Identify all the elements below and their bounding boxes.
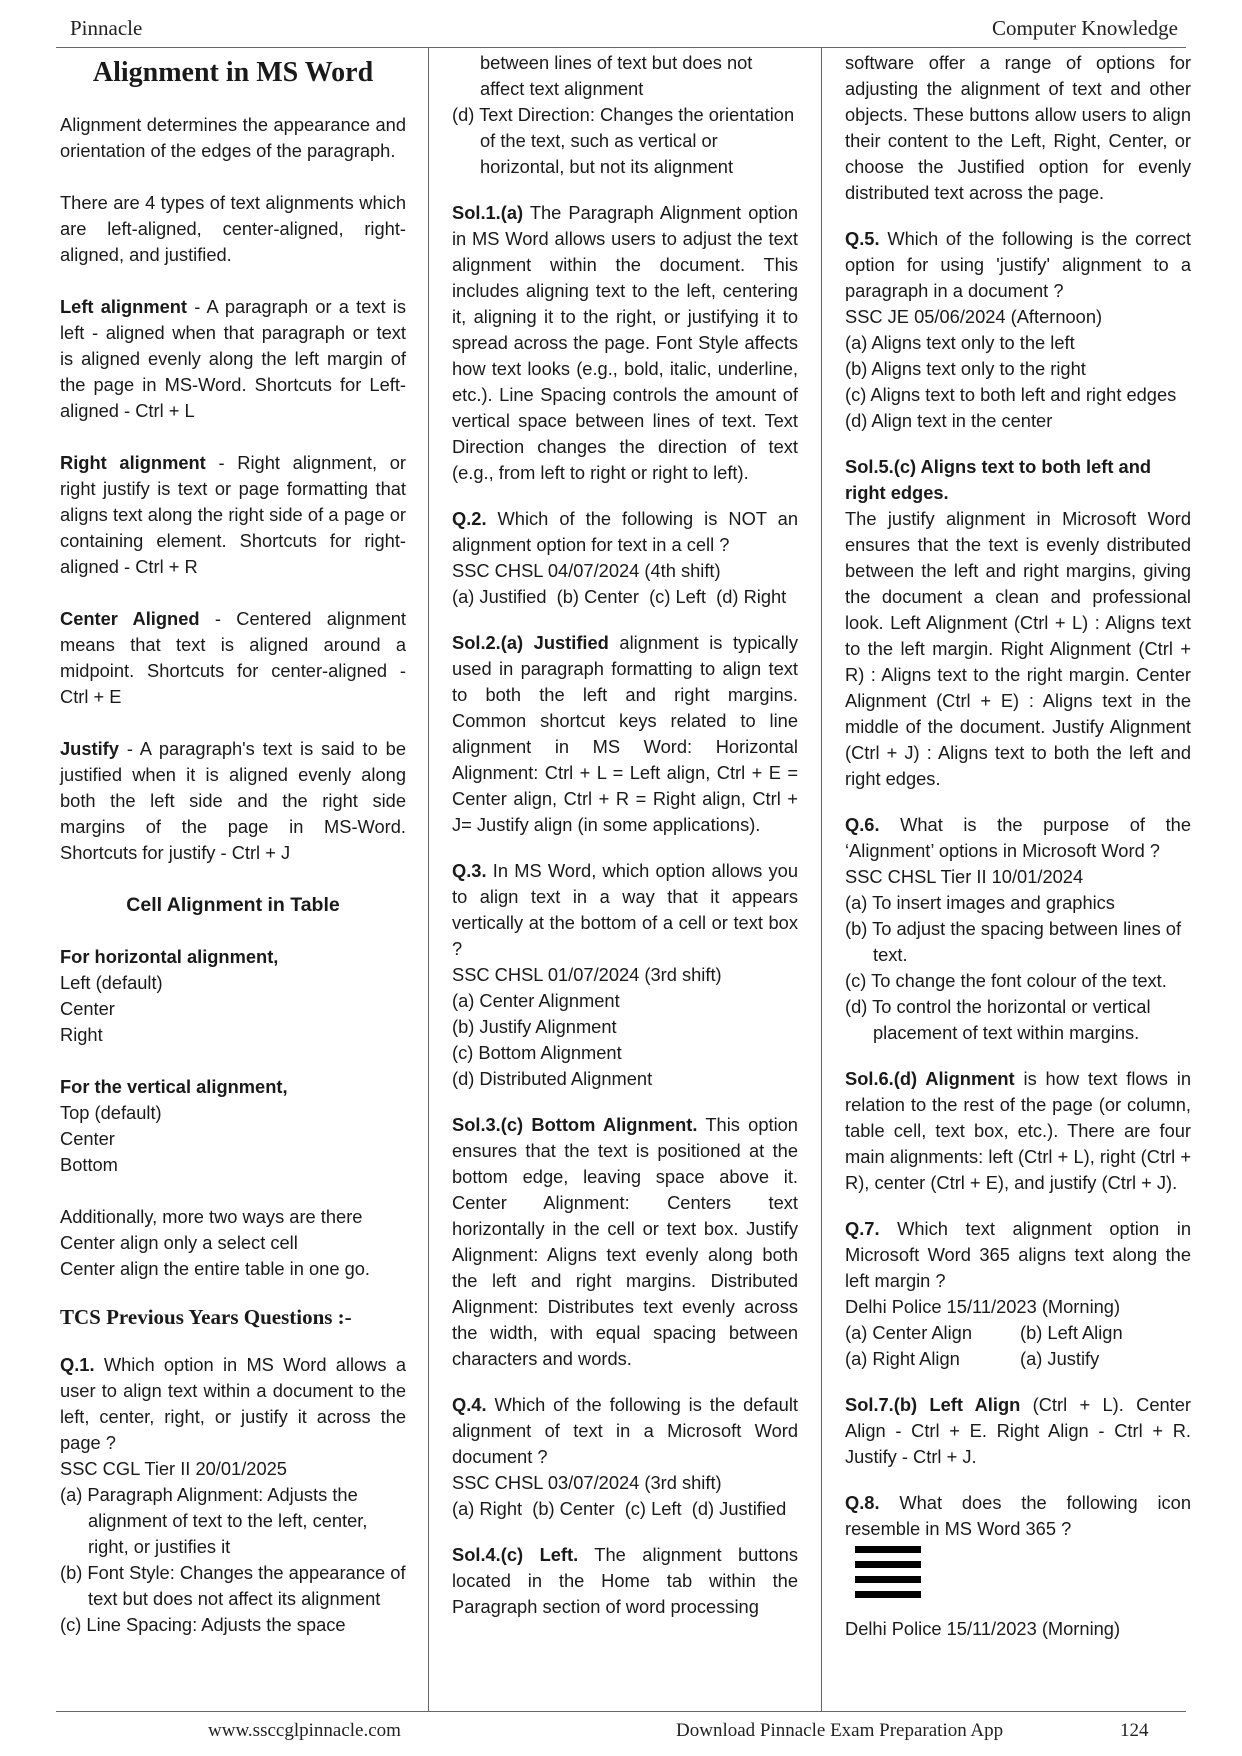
header-rule (56, 47, 1186, 48)
extra-line: Center align the entire table in one go. (60, 1258, 370, 1279)
vertical-heading: For the vertical alignment, (60, 1076, 288, 1097)
option-item: (a) Right Align (845, 1348, 960, 1369)
intro-paragraph: Alignment determines the appearance and orientation of the edges of the paragraph. (60, 114, 406, 161)
option-item: (a) Justify (1020, 1348, 1100, 1369)
horizontal-heading: For horizontal alignment, (60, 946, 279, 967)
option-item: (c) To change the font colour of the text. (845, 970, 1167, 991)
column-divider (428, 47, 429, 1711)
solution-3: Sol.3.(c) Bottom Alignment. This option ensures that the text is positioned at the bottom edge, leaving space above it. Center Alignment: Centers text horizontally in the cell or text box. Justify Alignment: Aligns text evenly along both the left and right margins. Distributed Alignment: Distributes text evenly across the width, with equal spacing between characters and words. (452, 1114, 798, 1369)
list-item: Top (default) (60, 1102, 162, 1123)
solution-6: Sol.6.(d) Alignment is how text flows in relation to the rest of the page (or column, table cell, text box, etc.). There are four main alignments: left (Ctrl + L), right (Ctrl + R), center (Ctrl + E), and justify (Ctrl + J). (845, 1068, 1191, 1193)
question-7: Q.7. Which text alignment option in Microsoft Word 365 aligns text along the left margin ? (845, 1218, 1191, 1291)
option-item: (b) Aligns text only to the right (845, 358, 1086, 379)
list-item: Center (60, 998, 115, 1019)
list-item: Left (default) (60, 972, 163, 993)
option-item: (a) Center Alignment (452, 990, 620, 1011)
option-item: (d) Align text in the center (845, 410, 1053, 431)
footer-rule (56, 1711, 1186, 1712)
solution-7: Sol.7.(b) Left Align (Ctrl + L). Center Align - Ctrl + E. Right Align - Ctrl + R. Justify - Ctrl + J. (845, 1394, 1192, 1467)
extra-line: Center align only a select cell (60, 1232, 298, 1253)
question-source: Delhi Police 15/11/2023 (Morning) (845, 1296, 1121, 1317)
footer-website-link[interactable]: www.ssccglpinnacle.com (208, 1720, 401, 1741)
option-continued: between lines of text but does not affect text alignment (480, 52, 753, 99)
column-3 (845, 50, 1191, 1642)
header-brand: Pinnacle (70, 16, 143, 40)
left-alignment-paragraph: Left alignment - A paragraph or a text is left - aligned when that paragraph or text is aligned evenly along the left margin of the page in MS-Word. Shortcuts for Left-aligned - Ctrl + L (60, 296, 406, 421)
center-alignment-paragraph: Center Aligned - Centered alignment means that text is aligned around a midpoint. Shortcuts for center-aligned - Ctrl + E (60, 608, 407, 707)
option-item: (c) Bottom Alignment (452, 1042, 622, 1063)
column-divider (821, 47, 822, 1711)
list-item: Bottom (60, 1154, 118, 1175)
option-item: (c) Aligns text to both left and right edges (845, 384, 1177, 405)
header-subject: Computer Knowledge (991, 16, 1178, 40)
option-item: (d) To control the horizontal or vertical placement of text within margins. (845, 996, 1151, 1043)
solution-4-continued: software offer a range of options for adjusting the alignment of text and other objects. These buttons allow users to align their content to the Left, Right, Center, or choose the Justified option for evenly distributed text across the page. (845, 52, 1191, 203)
solution-5: The justify alignment in Microsoft Word ensures that the text is evenly distributed between the left and right margins, giving the document a clean and professional look. Left Alignment (Ctrl + L) : Aligns text to the left margin. Right Alignment (Ctrl + R) : Aligns text to the right margin. Center Alignment (Ctrl + E) : Aligns text in the middle of the document. Justify Alignment (Ctrl + J) : Aligns text to both the left and right edges. (845, 508, 1191, 789)
question-8: Q.8. What does the following icon resemble in MS Word 365 ? (845, 1492, 1191, 1539)
option-item: (a) Aligns text only to the left (845, 332, 1075, 353)
solution-5-heading: Sol.5.(c) Aligns text to both left and right edges. (845, 456, 1152, 503)
option-item: (b) To adjust the spacing between lines of text. (845, 918, 1182, 965)
options-line: (a) Justified (b) Center (c) Left (d) Right (452, 586, 787, 607)
solution-1: Sol.1.(a) The Paragraph Alignment option in MS Word allows users to adjust the text alignment within the document. This includes aligning text to the left, centering it, aligning it to the right, or justifying it to spread across the page. Font Style affects how text looks (e.g., bold, italic, underline, etc.). Line Spacing controls the amount of vertical space between lines of text. Text Direction changes the direction of text (e.g., from left to right or right to left). (452, 202, 798, 483)
justify-paragraph: Justify - A paragraph's text is said to be justified when it is aligned evenly along both the left side and the right side margins of the page in MS-Word. Shortcuts for justify - Ctrl + J (60, 738, 406, 863)
solution-2: Sol.2.(a) Justified alignment is typically used in paragraph formatting to align text to both the left and right margins. Common shortcut keys related to line alignment in MS Word: Horizontal Alignment: Ctrl + L = Left align, Ctrl + E = Center align, Ctrl + R = Right align, Ctrl + J= Justify align (in some applications). (452, 632, 798, 835)
footer-app-promo: Download Pinnacle Exam Preparation App (676, 1720, 1004, 1741)
question-source: SSC JE 05/06/2024 (Afternoon) (845, 306, 1103, 327)
justify-align-icon (855, 1546, 1191, 1610)
option-item: (a) To insert images and graphics (845, 892, 1115, 913)
column-1 (60, 50, 406, 1638)
option-item: (d) Text Direction: Changes the orientation of the text, such as vertical or horizontal, but not its alignment (452, 104, 795, 177)
question-4: Q.4. Which of the following is the default alignment of text in a Microsoft Word document ? (452, 1394, 798, 1467)
list-item: Center (60, 1128, 115, 1149)
options-line: (a) Right (b) Center (c) Left (d) Justified (452, 1498, 787, 1519)
question-source: SSC CHSL 03/07/2024 (3rd shift) (452, 1472, 722, 1493)
option-item: (b) Justify Alignment (452, 1016, 617, 1037)
option-item: (b) Font Style: Changes the appearance of text but does not affect its alignment (60, 1562, 406, 1609)
question-source: SSC CGL Tier II 20/01/2025 (60, 1458, 287, 1479)
option-item: (c) Line Spacing: Adjusts the space (60, 1614, 346, 1635)
solution-4: Sol.4.(c) Left. The alignment buttons located in the Home tab within the Paragraph section of word processing (452, 1544, 798, 1617)
page-number: 124 (1120, 1720, 1149, 1741)
question-1: Q.1. Which option in MS Word allows a user to align text within a document to the left, center, right, or justify it across the page ? (60, 1354, 406, 1453)
extra-line: Additionally, more two ways are there (60, 1206, 363, 1227)
question-2: Q.2. Which of the following is NOT an alignment option for text in a cell ? (452, 508, 798, 555)
question-source: SSC CHSL 04/07/2024 (4th shift) (452, 560, 721, 581)
question-3: Q.3. In MS Word, which option allows you to align text in a way that it appears vertically at the bottom of a cell or text box ? (452, 860, 798, 959)
column-2 (452, 50, 798, 1620)
question-6: Q.6. What is the purpose of the ‘Alignment’ options in Microsoft Word ? (845, 814, 1191, 861)
types-paragraph: There are 4 types of text alignments which are left-aligned, center-aligned, right-aligned, and justified. (60, 192, 406, 265)
option-item: (d) Distributed Alignment (452, 1068, 653, 1089)
options-row (845, 1346, 1191, 1372)
question-5: Q.5. Which of the following is the correct option for using 'justify' alignment to a paragraph in a document ? (845, 228, 1191, 301)
list-item: Right (60, 1024, 103, 1045)
question-source: Delhi Police 15/11/2023 (Morning) (845, 1618, 1121, 1639)
option-item: (b) Left Align (1020, 1322, 1123, 1343)
options-row (845, 1320, 1191, 1346)
option-item: (a) Center Align (845, 1322, 973, 1343)
cell-alignment-heading: Cell Alignment in Table (126, 894, 340, 916)
tcs-heading: TCS Previous Years Questions :- (60, 1305, 352, 1329)
page-title: Alignment in MS Word (92, 57, 374, 88)
question-source: SSC CHSL 01/07/2024 (3rd shift) (452, 964, 722, 985)
right-alignment-paragraph: Right alignment - Right alignment, or right justify is text or page formatting that aligns text along the right side of a page or containing element. Shortcuts for right-aligned - Ctrl + R (60, 452, 406, 577)
option-item: (a) Paragraph Alignment: Adjusts the alignment of text to the left, center, right, or justifies it (60, 1484, 368, 1557)
question-source: SSC CHSL Tier II 10/01/2024 (845, 866, 1084, 887)
